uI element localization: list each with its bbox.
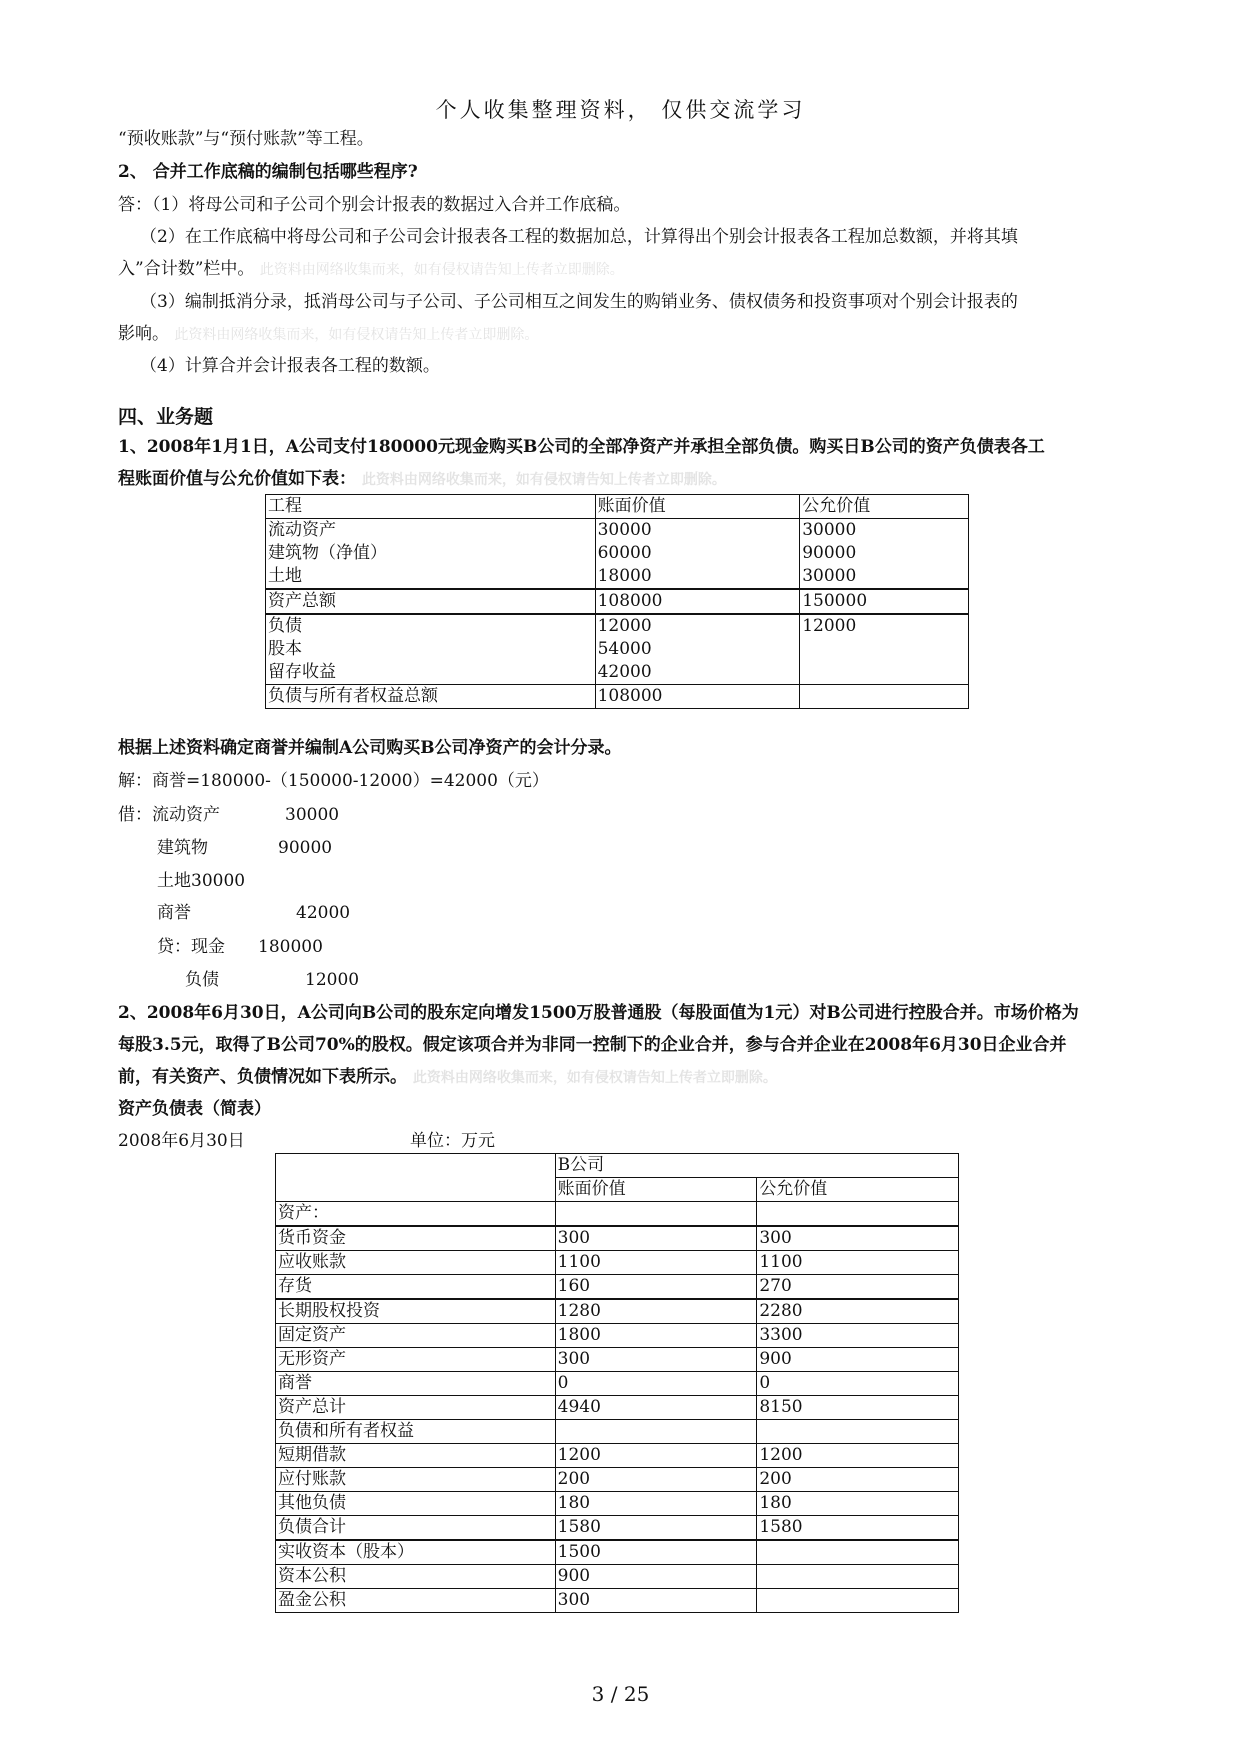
table-cell: 1500 (555, 1540, 757, 1565)
table-header-cell: B公司 (555, 1154, 958, 1178)
table-cell: 300 (555, 1226, 757, 1251)
page-number: 3 / 25 (591, 1682, 650, 1706)
task-2-line1: 2、2008年6月30日，A公司向B公司的股东定向增发1500万股普通股（每股面值为1元）对B公司进行控股合并。市场价格为 (118, 1003, 1079, 1023)
table-row (276, 1299, 959, 1324)
section-title: 四、业务题 (118, 406, 214, 428)
table-cell: 无形资产 (276, 1348, 556, 1372)
table-row (276, 1540, 959, 1565)
intro-line: “预收账款”与“预付账款”等工程。 (118, 129, 374, 149)
table-cell: 4940 (555, 1396, 757, 1420)
table-cell: 长期股权投资 (276, 1299, 556, 1324)
task-1-line2 (118, 468, 726, 491)
solution-1: 解：商誉=180000-（150000-12000）=42000（元） (118, 771, 549, 791)
table-cell: 160 (555, 1275, 757, 1300)
table-cell: 300 (555, 1589, 757, 1613)
table-cell: 108000 (595, 589, 800, 614)
cell-line: 60000 (597, 543, 652, 563)
table-cell: 0 (555, 1372, 757, 1396)
table-row (276, 1348, 959, 1372)
table-row (266, 614, 969, 685)
cell-line: 股本 (268, 639, 302, 659)
task-1-text: 程账面价值与公允价值如下表： (118, 469, 356, 489)
table-cell: 1580 (757, 1516, 959, 1541)
cell-line: 流动资产 (268, 520, 336, 540)
table-cell (266, 614, 596, 685)
table-cell: 3300 (757, 1324, 959, 1348)
table-cell (757, 1420, 959, 1444)
table-header-cell: 公允价值 (757, 1178, 959, 1202)
task-2-line3 (118, 1066, 777, 1089)
table-cell: 应付账款 (276, 1468, 556, 1492)
table-cell: 固定资产 (276, 1324, 556, 1348)
table-cell: 1280 (555, 1299, 757, 1324)
table-row (276, 1372, 959, 1396)
table-cell: 应收账款 (276, 1251, 556, 1275)
cell-line: 30000 (802, 566, 857, 586)
table-cell: 负债与所有者权益总额 (266, 685, 596, 709)
table-cell: 1800 (555, 1324, 757, 1348)
answer-1: 答：（1）将母公司和子公司个别会计报表的数据过入合并工作底稿。 (118, 195, 631, 215)
table-cell (800, 685, 969, 709)
table-row (276, 1396, 959, 1420)
table-1 (265, 494, 969, 709)
table-row (276, 1202, 959, 1227)
answer-3-line2 (118, 323, 538, 346)
table-cell: 资产： (276, 1202, 556, 1227)
table-row (276, 1154, 959, 1178)
answer-4: （4）计算合并会计报表各工程的数额。 (140, 356, 440, 376)
table-cell: 资产总计 (276, 1396, 556, 1420)
table-cell: 存货 (276, 1275, 556, 1300)
table-cell: 实收资本（股本） (276, 1540, 556, 1565)
cell-line: 负债 (268, 616, 302, 636)
table-header-cell: 工程 (266, 495, 596, 519)
cell-line: 12000 (597, 616, 652, 636)
task-1-line1: 1、2008年1月1日，A公司支付180000元现金购买B公司的全部净资产并承担全部负债。购买日B公司的资产负债表各工 (118, 437, 1045, 457)
table-cell (757, 1540, 959, 1565)
table-cell (555, 1420, 757, 1444)
table-cell: 商誉 (276, 1372, 556, 1396)
table-cell: 180 (757, 1492, 959, 1516)
table-cell: 180 (555, 1492, 757, 1516)
task-2-text: 前，有关资产、负债情况如下表所示。 (118, 1067, 407, 1087)
table-row (276, 1492, 959, 1516)
table-row (276, 1468, 959, 1492)
entry-label: 贷：现金 (157, 937, 225, 957)
table-cell: 900 (555, 1565, 757, 1589)
table-cell: 其他负债 (276, 1492, 556, 1516)
table-row (276, 1275, 959, 1300)
table-cell: 270 (757, 1275, 959, 1300)
table-2 (275, 1153, 959, 1613)
task-2-line2: 每股3.5元，取得了B公司70%的股权。假定该项合并为非同一控制下的企业合并，参与合并企业在2008年6月30日企业合并 (118, 1035, 1067, 1055)
table-cell: 150000 (800, 589, 969, 614)
answer-3-text: 影响。 (118, 324, 169, 344)
answer-2-line1: （2）在工作底稿中将母公司和子公司会计报表各工程的数据加总，计算得出个别会计报表各工程加总数额，并将其填 (140, 227, 1018, 247)
table-cell: 1100 (757, 1251, 959, 1275)
watermark-text: 此资料由网络收集而来，如有侵权请告知上传者立即删除。 (174, 327, 539, 343)
cell-line: 54000 (597, 639, 652, 659)
table-cell: 负债合计 (276, 1516, 556, 1541)
table-cell: 0 (757, 1372, 959, 1396)
cell-line: 42000 (597, 662, 652, 682)
answer-2-text: 入”合计数”栏中。 (118, 259, 255, 279)
table-row (276, 1324, 959, 1348)
table-cell (800, 614, 969, 685)
watermark-text: 此资料由网络收集而来，如有侵权请告知上传者立即删除。 (412, 1070, 777, 1086)
table-cell: 300 (555, 1348, 757, 1372)
table-cell (757, 1202, 959, 1227)
entry-value: 12000 (305, 970, 360, 990)
table-corner-cell (276, 1154, 556, 1202)
table-header-cell: 账面价值 (555, 1178, 757, 1202)
table-cell: 资本公积 (276, 1565, 556, 1589)
entry-value: 42000 (296, 903, 351, 923)
cell-line: 30000 (597, 520, 652, 540)
table-cell (266, 519, 596, 590)
table-cell: 200 (757, 1468, 959, 1492)
table-row (276, 1444, 959, 1468)
table-cell (757, 1565, 959, 1589)
table-row (276, 1251, 959, 1275)
entry-label: 负债 (185, 970, 219, 990)
entry-label: 建筑物 (157, 838, 208, 858)
table-cell: 负债和所有者权益 (276, 1420, 556, 1444)
table-row (276, 1226, 959, 1251)
table-cell: 1200 (757, 1444, 959, 1468)
table-row (276, 1516, 959, 1541)
table-cell: 1580 (555, 1516, 757, 1541)
table-cell: 300 (757, 1226, 959, 1251)
table-header-cell: 账面价值 (595, 495, 800, 519)
cell-line: 12000 (802, 616, 857, 636)
page-header: 个人收集整理资料， 仅供交流学习 (435, 98, 806, 122)
table-cell: 盈金公积 (276, 1589, 556, 1613)
table-cell: 8150 (757, 1396, 959, 1420)
table-row (266, 685, 969, 709)
table-cell (800, 519, 969, 590)
entry-label: 商誉 (157, 903, 191, 923)
cell-line: 18000 (597, 566, 652, 586)
watermark-text: 此资料由网络收集而来，如有侵权请告知上传者立即删除。 (361, 472, 726, 488)
question-2: 2、 合并工作底稿的编制包括哪些程序? (118, 162, 418, 182)
cell-line (802, 661, 966, 684)
table-cell: 1200 (555, 1444, 757, 1468)
table-row (266, 519, 969, 590)
cell-line: 土地 (268, 566, 302, 586)
table-cell (595, 614, 800, 685)
cell-line (802, 638, 966, 661)
table-cell: 短期借款 (276, 1444, 556, 1468)
entry-label: 借：流动资产 (118, 805, 220, 825)
balance-sheet-title: 资产负债表（简表） (118, 1099, 271, 1119)
table-row (266, 495, 969, 519)
table-cell: 200 (555, 1468, 757, 1492)
cell-line: 建筑物（净值） (268, 543, 387, 563)
cell-line: 30000 (802, 520, 857, 540)
table-cell: 2280 (757, 1299, 959, 1324)
answer-3-line1: （3）编制抵消分录，抵消母公司与子公司、子公司相互之间发生的购销业务、债权债务和投资事项对个别会计报表的 (140, 292, 1018, 312)
table-cell (595, 519, 800, 590)
balance-sheet-unit: 单位：万元 (410, 1131, 495, 1151)
table-cell: 资产总额 (266, 589, 596, 614)
table-header-cell: 公允价值 (800, 495, 969, 519)
table-row (276, 1565, 959, 1589)
table-cell (555, 1202, 757, 1227)
table-cell (757, 1589, 959, 1613)
cell-line: 90000 (802, 543, 857, 563)
table-row (276, 1420, 959, 1444)
entry-value: 180000 (258, 937, 323, 957)
watermark-text: 此资料由网络收集而来，如有侵权请告知上传者立即删除。 (259, 262, 624, 278)
entry-value: 30000 (285, 805, 340, 825)
answer-2-line2 (118, 258, 624, 281)
entry-label: 土地30000 (157, 871, 246, 891)
table-row (276, 1589, 959, 1613)
table-cell: 900 (757, 1348, 959, 1372)
task-1-requirement: 根据上述资料确定商誉并编制A公司购买B公司净资产的会计分录。 (118, 738, 622, 758)
table-cell: 1100 (555, 1251, 757, 1275)
balance-sheet-date: 2008年6月30日 (118, 1131, 245, 1151)
table-cell: 108000 (595, 685, 800, 709)
entry-value: 90000 (278, 838, 333, 858)
table-row (266, 589, 969, 614)
table-body (276, 1202, 959, 1613)
cell-line: 留存收益 (268, 662, 336, 682)
table-cell: 货币资金 (276, 1226, 556, 1251)
